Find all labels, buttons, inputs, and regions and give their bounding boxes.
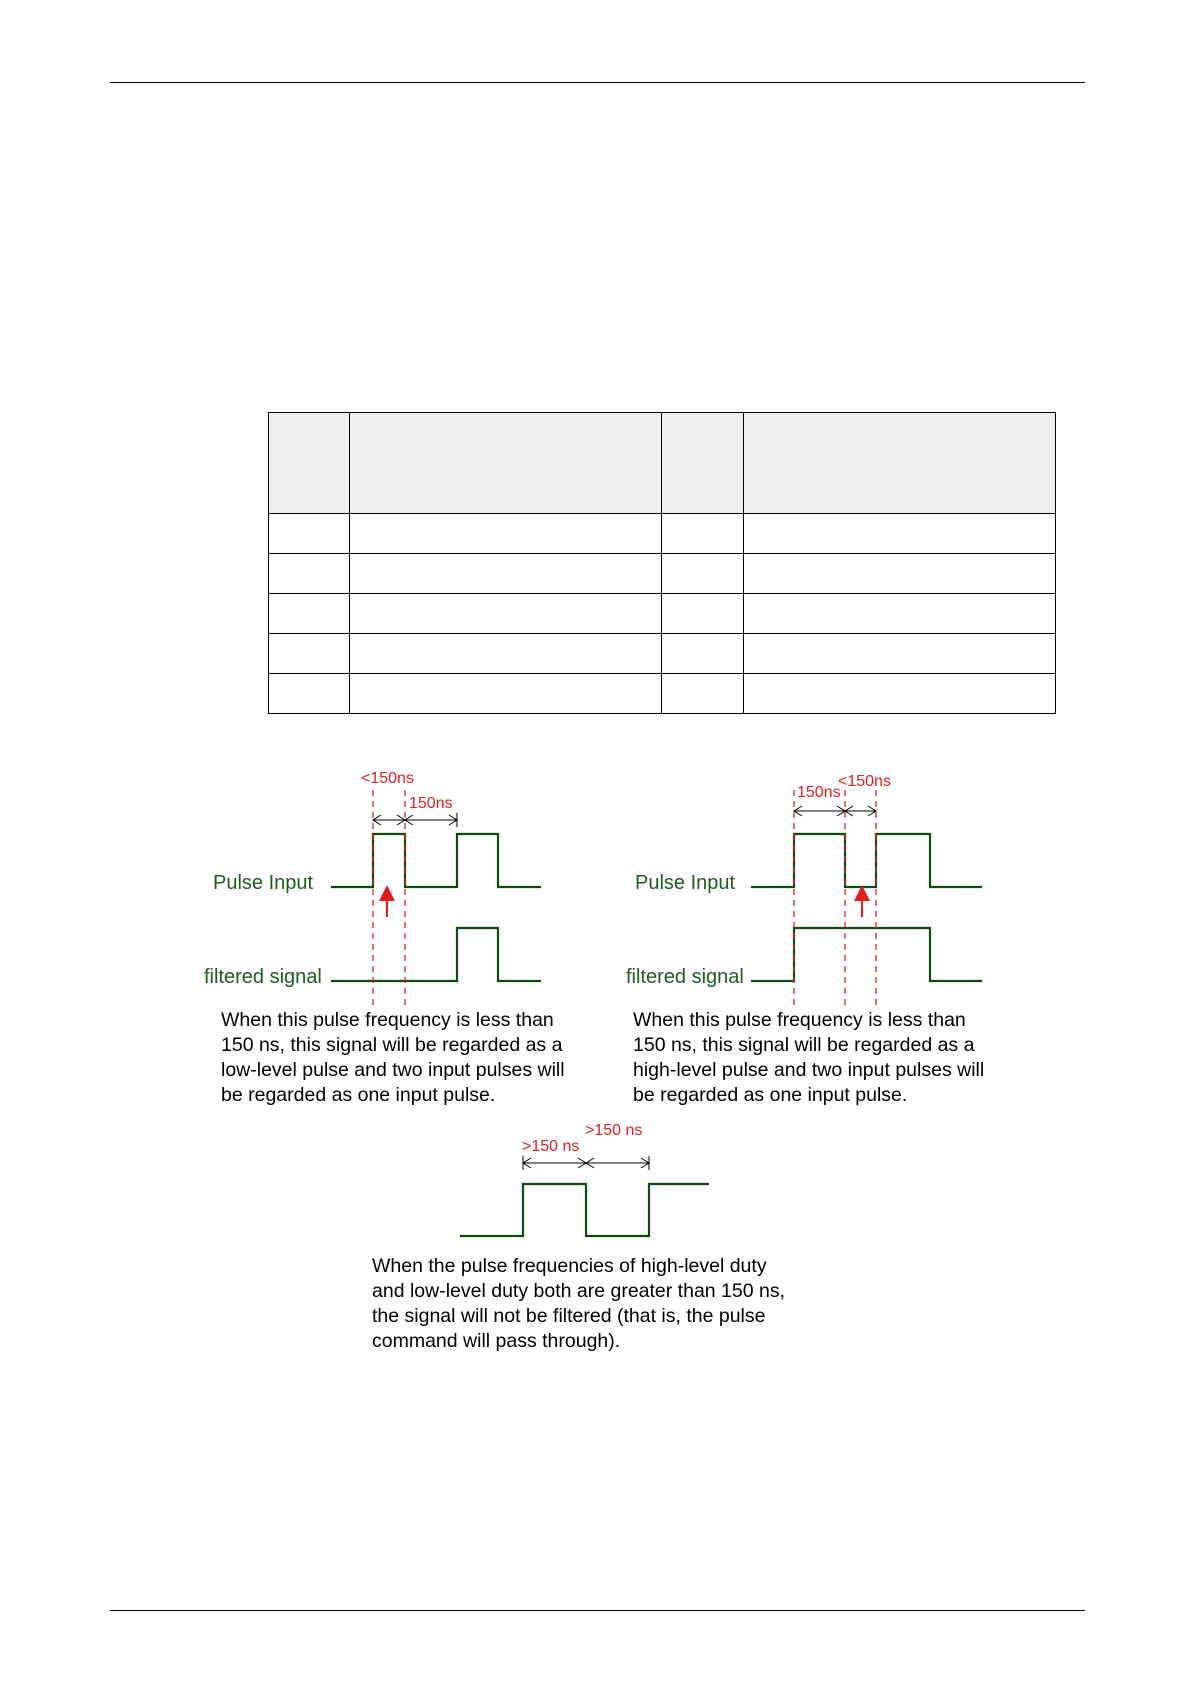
right-caption-line-4: be regarded as one input pulse. bbox=[633, 1084, 908, 1106]
left-caption-line-2: 150 ns, this signal will be regarded as a bbox=[221, 1034, 563, 1056]
right-dim-label-150ns: 150ns bbox=[797, 784, 841, 801]
right-caption-line-1: When this pulse frequency is less than bbox=[633, 1009, 966, 1031]
bottom-caption-line-1: When the pulse frequencies of high-level duty bbox=[372, 1255, 767, 1277]
bottom-pulse-wave bbox=[460, 1184, 709, 1236]
left-pulse-input-wave bbox=[331, 834, 541, 887]
right-caption-line-2: 150 ns, this signal will be regarded as a bbox=[633, 1034, 975, 1056]
left-caption-line-3: low-level pulse and two input pulses will bbox=[221, 1059, 565, 1081]
right-filtered-wave bbox=[751, 928, 982, 981]
right-pulse-input-wave bbox=[751, 834, 982, 887]
bottom-dim-label-1: >150 ns bbox=[522, 1138, 580, 1155]
right-timing-diagram bbox=[626, 773, 984, 1106]
left-dim-label-less-150ns: <150ns bbox=[361, 770, 414, 787]
bottom-caption-line-2: and low-level duty both are greater than 150 ns, bbox=[372, 1280, 786, 1302]
left-caption-line-1: When this pulse frequency is less than bbox=[221, 1009, 554, 1031]
right-dim-label-less-150ns: <150ns bbox=[838, 773, 891, 790]
left-timing-diagram bbox=[204, 770, 565, 1106]
bottom-caption-line-4: command will pass through). bbox=[372, 1330, 621, 1352]
right-filtered-signal-label: filtered signal bbox=[626, 966, 744, 988]
bottom-timing-diagram bbox=[372, 1122, 785, 1352]
left-pulse-input-label: Pulse Input bbox=[213, 872, 314, 894]
left-filtered-signal-label: filtered signal bbox=[204, 966, 322, 988]
bottom-caption-line-3: the signal will not be filtered (that is, the pulse bbox=[372, 1305, 766, 1327]
footer-rule bbox=[110, 1610, 1085, 1611]
left-caption-line-4: be regarded as one input pulse. bbox=[221, 1084, 496, 1106]
left-dim-label-150ns: 150ns bbox=[409, 795, 453, 812]
right-pulse-input-label: Pulse Input bbox=[635, 872, 736, 894]
right-caption-line-3: high-level pulse and two input pulses will bbox=[633, 1059, 985, 1081]
left-filtered-wave bbox=[331, 928, 541, 981]
bottom-dim-label-2: >150 ns bbox=[585, 1122, 643, 1139]
